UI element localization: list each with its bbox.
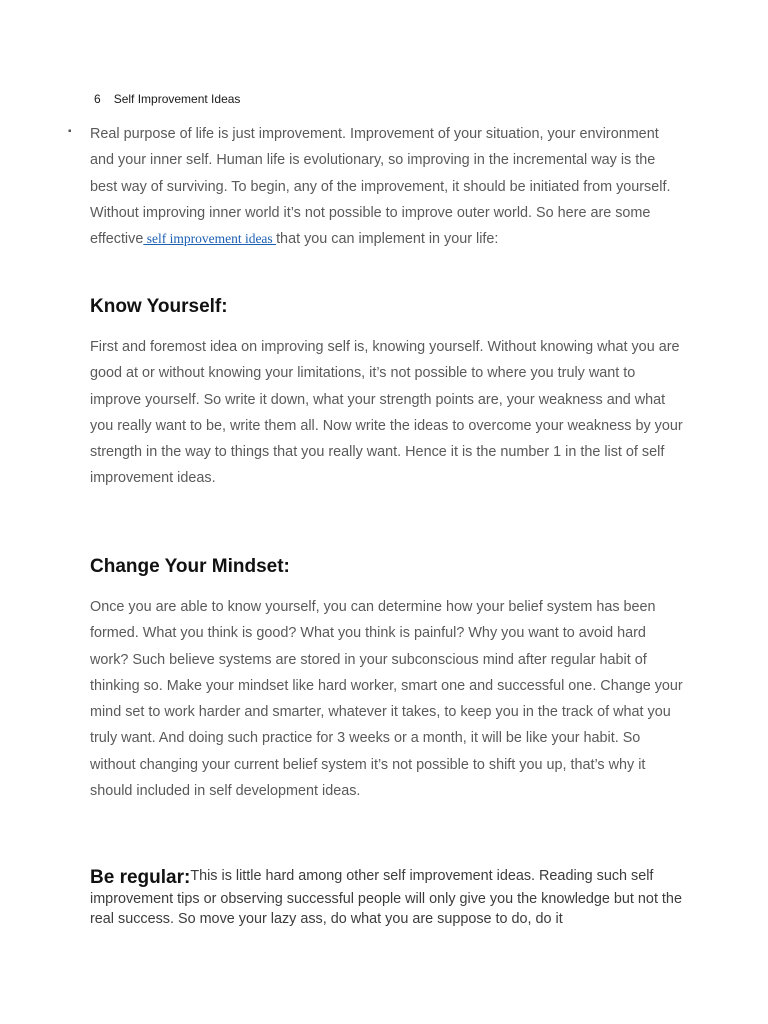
intro-text-end: that you can implement in your life: (276, 231, 499, 248)
document-title (94, 92, 240, 106)
section-heading-be-regular: Be regular: (90, 867, 191, 888)
intro-paragraph (90, 121, 685, 252)
title-number: 6 (94, 92, 101, 106)
title-text: Self Improvement Ideas (113, 92, 241, 106)
self-improvement-ideas-link[interactable]: self improvement ideas (143, 231, 277, 247)
section-body-change-your-mindset: Once you are able to know yourself, you can determine how your belief system has been formed. What you think is good? What you think is painful? Why you want to avoid hard work? Such believe systems are stored in your subconscious mind after regular habit of thinking so. Make your mindset like hard worker, smart one and successful one. Change your mind set to work harder and smarter, whatever it takes, to keep you in the track of what you truly want. And doing such practice for 3 weeks or a month, it will be like your habit. So without changing your current belief system it’s not possible to shift you up, that’s why it should included in self development ideas. (90, 599, 683, 800)
intro-text: Real purpose of life is just improvement. Improvement of your situation, your environment and your inner self. Human life is evolutionary, so improving in the incremental way is the best way of surviving. To begin, any of the improvement, it should be initiated from yourself. Without improving inner world it’s not possible to improve outer world. So here are some effective (90, 126, 671, 248)
section-body-be-regular: This is little hard among other self improvement ideas. Reading such self improvement tips or observing successful people will only give you the knowledge but not the real success. So move your lazy ass, do what you are suppose to do, do it (90, 868, 682, 927)
bullet-icon: ▪ (68, 126, 72, 137)
section-be-regular (90, 866, 685, 930)
section-heading-change-your-mindset: Change Your Mindset: (90, 556, 290, 577)
section-body-know-yourself: First and foremost idea on improving self is, knowing yourself. Without knowing what you are good at or without knowing your limitations, it’s not possible to where you truly want to improve yourself. So write it down, what your strength points are, your weakness and what you really want to be, write them all. Now write the ideas to overcome your weakness by your strength in the way to things that you really want. Hence it is the number 1 in the list of self improvement ideas. (90, 339, 683, 487)
section-heading-know-yourself: Know Yourself: (90, 296, 228, 317)
